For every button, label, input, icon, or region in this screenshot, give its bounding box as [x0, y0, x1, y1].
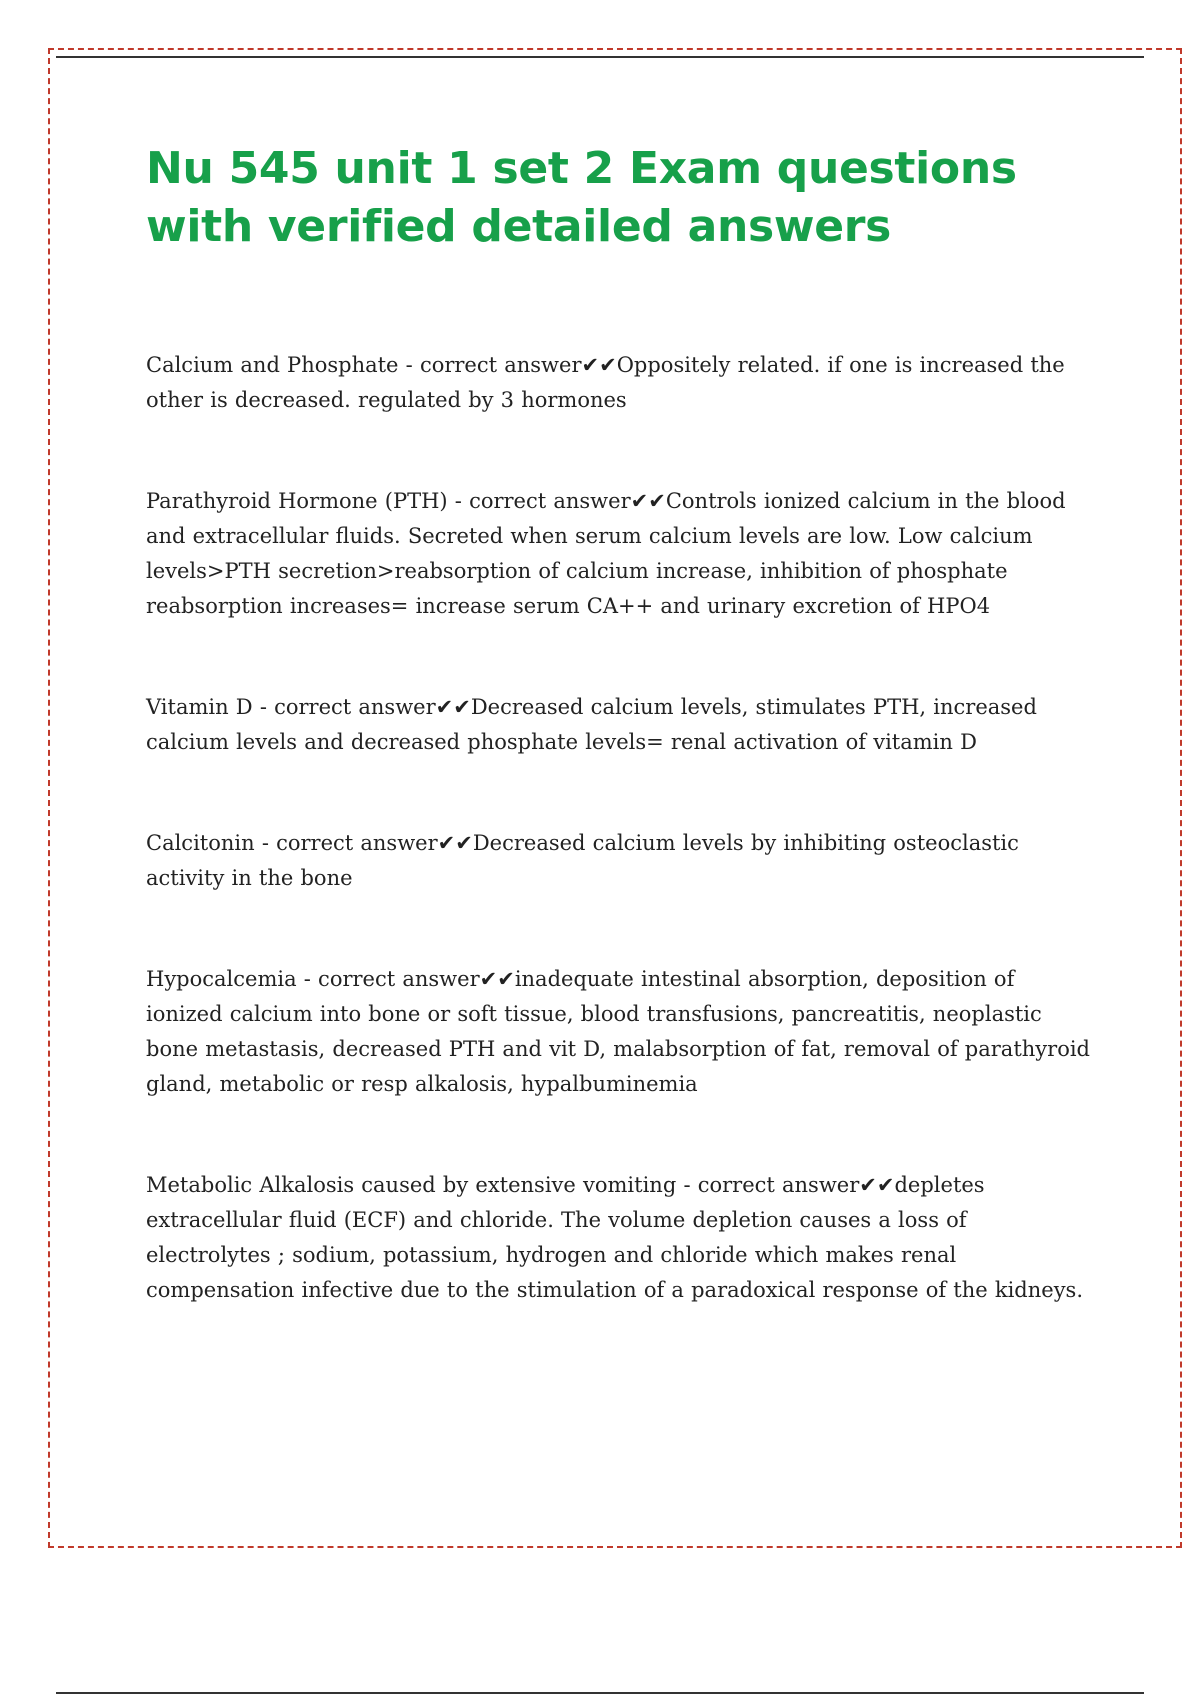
- qa-answer: depletes extracellular fluid (ECF) and chloride. The volume depletion causes a loss of electrolytes ; sodium, potassium, hydrogen and chloride which makes renal compensation infective due to the stimulation of a paradoxical response of the kidneys.: [146, 1173, 1084, 1302]
- qa-item: [146, 826, 1096, 896]
- qa-term: Metabolic Alkalosis caused by extensive vomiting: [146, 1173, 677, 1197]
- qa-answer: Decreased calcium levels by inhibiting osteoclastic activity in the bone: [146, 831, 1019, 890]
- qa-separator: - correct answer: [398, 353, 582, 377]
- check-marks-icon: ✔✔: [630, 489, 666, 513]
- qa-answer: inadequate intestinal absorption, deposition of ionized calcium into bone or soft tissue, blood transfusions, pancreatitis, neoplastic bone metastasis, decreased PTH and vit D, malabsorption of fat, removal of parathyroid gland, metabolic or resp alkalosis, hypalbuminemia: [146, 967, 1090, 1096]
- qa-separator: - correct answer: [254, 831, 438, 855]
- qa-term: Parathyroid Hormone (PTH): [146, 489, 448, 513]
- check-marks-icon: ✔✔: [581, 353, 617, 377]
- document-title: Nu 545 unit 1 set 2 Exam questions with verified detailed answers: [146, 143, 1017, 252]
- check-marks-icon: ✔✔: [859, 1173, 895, 1197]
- qa-item: [146, 690, 1096, 760]
- qa-item: [146, 962, 1096, 1102]
- qa-answer: Oppositely related. if one is increased the other is decreased. regulated by 3 hormones: [146, 353, 1065, 412]
- check-marks-icon: ✔✔: [435, 695, 471, 719]
- qa-item: [146, 348, 1096, 418]
- qa-term: Hypocalcemia: [146, 967, 297, 991]
- check-marks-icon: ✔✔: [437, 831, 473, 855]
- check-marks-icon: ✔✔: [479, 967, 515, 991]
- qa-separator: - correct answer: [252, 695, 436, 719]
- qa-separator: - correct answer: [447, 489, 631, 513]
- qa-item: [146, 1168, 1096, 1308]
- qa-list: [146, 348, 1096, 1374]
- qa-separator: - correct answer: [296, 967, 480, 991]
- bottom-rule-divider: [56, 1692, 1144, 1694]
- qa-term: Calcitonin: [146, 831, 255, 855]
- qa-term: Vitamin D: [146, 695, 253, 719]
- qa-answer: Controls ionized calcium in the blood and extracellular fluids. Secreted when serum calcium levels are low. Low calcium levels>PTH secretion>reabsorption of calcium increase, inhibition of phosphate reabsorption increases= increase serum CA++ and urinary excretion of HPO4: [146, 489, 1066, 618]
- top-rule-divider: [56, 56, 1144, 58]
- qa-answer: Decreased calcium levels, stimulates PTH, increased calcium levels and decreased phosphate levels= renal activation of vitamin D: [146, 695, 1037, 754]
- qa-separator: - correct answer: [676, 1173, 860, 1197]
- qa-term: Calcium and Phosphate: [146, 353, 399, 377]
- qa-item: [146, 484, 1096, 624]
